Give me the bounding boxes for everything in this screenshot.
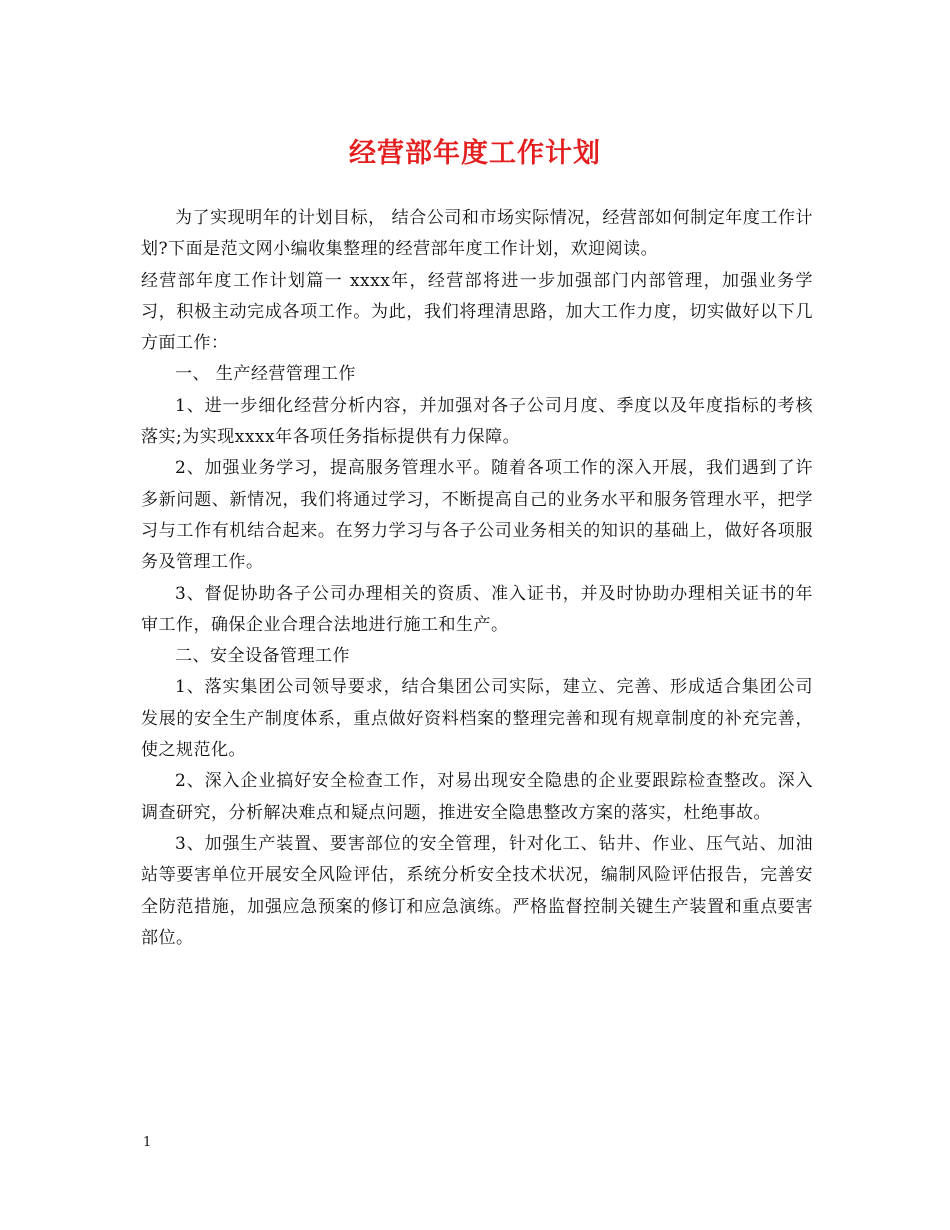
paragraph-item: 3、督促协助各子公司办理相关的资质、准入证书，并及时协助办理相关证书的年审工作，确保企业合理合法地进行施工和生产。 (141, 583, 813, 635)
paragraph-item: 3、加强生产装置、要害部位的安全管理，针对化工、钻井、作业、压气站、加油站等要害单位开展安全风险评估，系统分析安全技术状况，编制风险评估报告，完善安全防范措施，加强应急预案的修订和应急演练。严格监督控制关键生产装置和重点要害部位。 (141, 833, 813, 948)
document-body (141, 203, 813, 954)
paragraph-item: 1、进一步细化经营分析内容，并加强对各子公司月度、季度以及年度指标的考核落实;为实现xxxx年各项任务指标提供有力保障。 (141, 395, 813, 448)
section-heading-production: 一、 生产经营管理工作 (175, 364, 356, 385)
paragraph-item: 2、深入企业搞好安全检查工作，对易出现安全隐患的企业要跟踪检查整改。深入调查研究，分析解决难点和疑点问题，推进安全隐患整改方案的落实，杜绝事故。 (141, 771, 813, 823)
paragraph-item: 1、落实集团公司领导要求，结合集团公司实际，建立、完善、形成适合集团公司发展的安全生产制度体系，重点做好资料档案的整理完善和现有规章制度的补充完善，使之规范化。 (141, 677, 813, 761)
section-intro-paragraph: 经营部年度工作计划篇一 xxxx年，经营部将进一步加强部门内部管理，加强业务学习，积极主动完成各项工作。为此，我们将理清思路，加大工作力度，切实做好以下几方面工作： (141, 270, 813, 354)
page-number: 1 (143, 1135, 152, 1150)
intro-paragraph: 为了实现明年的计划目标， 结合公司和市场实际情况，经营部如何制定年度工作计划?下面是范文网小编收集整理的经营部年度工作计划，欢迎阅读。 (141, 208, 813, 260)
document-title: 经营部年度工作计划 (349, 138, 601, 169)
paragraph-item: 2、加强业务学习，提高服务管理水平。随着各项工作的深入开展，我们遇到了许多新问题、新情况，我们将通过学习，不断提高自己的业务水平和服务管理水平，把学习与工作有机结合起来。在努力学习与各子公司业务相关的知识的基础上，做好各项服务及管理工作。 (141, 458, 813, 573)
section-heading-safety: 二、安全设备管理工作 (175, 646, 350, 667)
